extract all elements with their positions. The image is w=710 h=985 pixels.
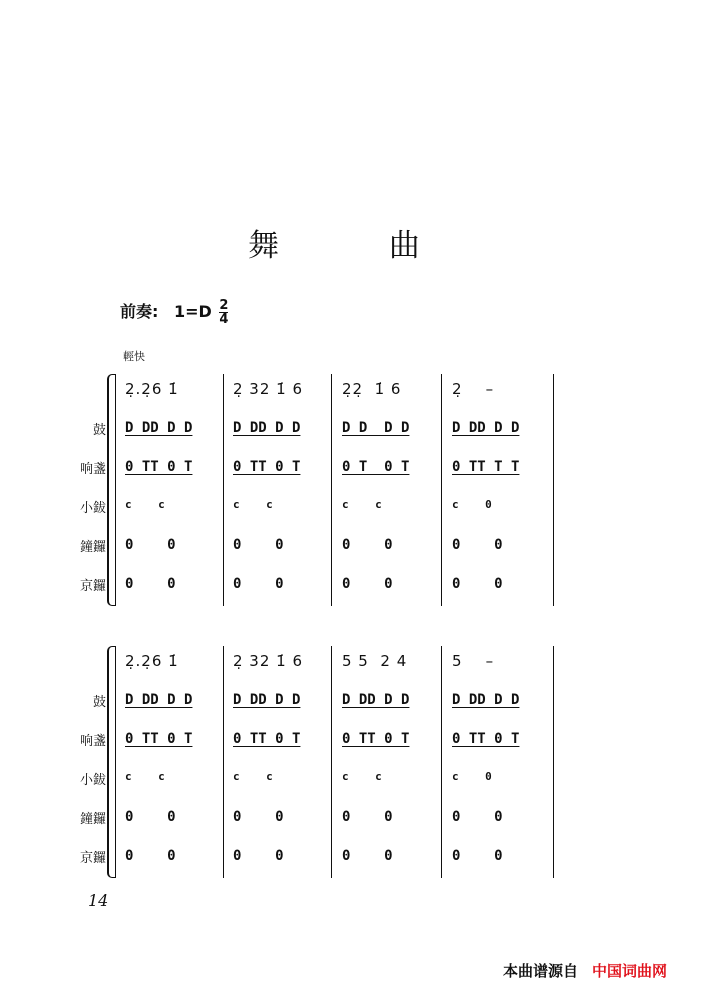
xiangzhan-measure: 0 T 0 T <box>342 459 410 475</box>
barline <box>553 646 554 878</box>
melody-measure: 2̣.2̣6 1̇ <box>125 652 179 670</box>
xiaobo-measure: c c <box>233 770 273 783</box>
drum-measure: D DD D D <box>125 692 193 708</box>
xiangzhan-measure: 0 TT 0 T <box>452 731 520 747</box>
jingluo-measure: 0 0 <box>233 576 284 592</box>
barline <box>115 646 116 878</box>
instrument-label: 鼓 <box>92 423 106 438</box>
xiaobo-measure: c c <box>342 498 382 511</box>
jingluo-measure: 0 0 <box>125 848 176 864</box>
jingluo-measure: 0 0 <box>233 848 284 864</box>
site-name: 中国词曲网 <box>592 962 668 980</box>
barline <box>441 646 442 878</box>
xiaobo-measure: c c <box>233 498 273 511</box>
jingluo-measure: 0 0 <box>452 848 503 864</box>
zhongluo-measure: 0 0 <box>233 537 284 553</box>
melody-measure: 2̣.2̣6 1̇ <box>125 380 179 398</box>
score-system <box>0 646 710 886</box>
tempo-marking: 輕快 <box>123 350 145 363</box>
melody-measure: 5 – <box>452 652 495 670</box>
melody-measure: 2̣2̣ 1̇ 6 <box>342 380 402 398</box>
source-label: 本曲谱源自 <box>503 962 579 980</box>
melody-measure: 2̣ 32 1̇ 6 <box>233 380 304 398</box>
melody-measure: 2̣ – <box>452 380 495 398</box>
zhongluo-measure: 0 0 <box>125 537 176 553</box>
page-number: 14 <box>88 891 109 910</box>
zhongluo-measure: 0 0 <box>452 537 503 553</box>
intro-label: 前奏: <box>120 302 159 321</box>
barline <box>441 374 442 606</box>
drum-measure: D D D D <box>342 420 410 436</box>
xiangzhan-measure: 0 TT 0 T <box>342 731 410 747</box>
instrument-label: 小鈸 <box>79 501 106 516</box>
xiangzhan-measure: 0 TT 0 T <box>233 459 301 475</box>
barline <box>331 646 332 878</box>
zhongluo-measure: 0 0 <box>233 809 284 825</box>
xiaobo-measure: c c <box>125 770 165 783</box>
instrument-label: 小鈸 <box>79 773 106 788</box>
jingluo-measure: 0 0 <box>342 576 393 592</box>
barline <box>331 374 332 606</box>
melody-measure: 2̣ 32 1̇ 6 <box>233 652 304 670</box>
barline <box>223 646 224 878</box>
key-signature: 1=D <box>173 302 212 321</box>
xiaobo-measure: c 0 <box>452 498 492 511</box>
drum-measure: D DD D D <box>125 420 193 436</box>
instrument-label: 响盞 <box>79 462 106 477</box>
score-system <box>0 374 710 614</box>
xiangzhan-measure: 0 TT 0 T <box>233 731 301 747</box>
page-title: 舞 曲 <box>248 228 470 264</box>
jingluo-measure: 0 0 <box>342 848 393 864</box>
drum-measure: D DD D D <box>452 420 520 436</box>
drum-measure: D DD D D <box>233 420 301 436</box>
time-denominator: 4 <box>219 312 229 327</box>
instrument-label: 京鑼 <box>79 579 106 594</box>
instrument-label: 响盞 <box>79 734 106 749</box>
xiangzhan-measure: 0 TT 0 T <box>125 459 193 475</box>
xiaobo-measure: c c <box>125 498 165 511</box>
zhongluo-measure: 0 0 <box>342 809 393 825</box>
instrument-label: 鐘鑼 <box>79 540 106 555</box>
time-signature <box>219 299 228 326</box>
instrument-label: 鐘鑼 <box>79 812 106 827</box>
drum-measure: D DD D D <box>452 692 520 708</box>
instrument-label: 京鑼 <box>79 851 106 866</box>
drum-measure: D DD D D <box>342 692 410 708</box>
xiaobo-measure: c 0 <box>452 770 492 783</box>
jingluo-measure: 0 0 <box>125 576 176 592</box>
barline <box>115 374 116 606</box>
xiangzhan-measure: 0 TT 0 T <box>125 731 193 747</box>
source-note <box>503 960 667 981</box>
melody-measure: 5 5 2 4 <box>342 652 408 670</box>
barline <box>223 374 224 606</box>
time-numerator: 2 <box>219 298 229 313</box>
xiaobo-measure: c c <box>342 770 382 783</box>
xiangzhan-measure: 0 TT T T <box>452 459 520 475</box>
zhongluo-measure: 0 0 <box>342 537 393 553</box>
jingluo-measure: 0 0 <box>452 576 503 592</box>
barline <box>553 374 554 606</box>
zhongluo-measure: 0 0 <box>452 809 503 825</box>
drum-measure: D DD D D <box>233 692 301 708</box>
zhongluo-measure: 0 0 <box>125 809 176 825</box>
instrument-label: 鼓 <box>92 695 106 710</box>
intro-line <box>120 299 228 326</box>
